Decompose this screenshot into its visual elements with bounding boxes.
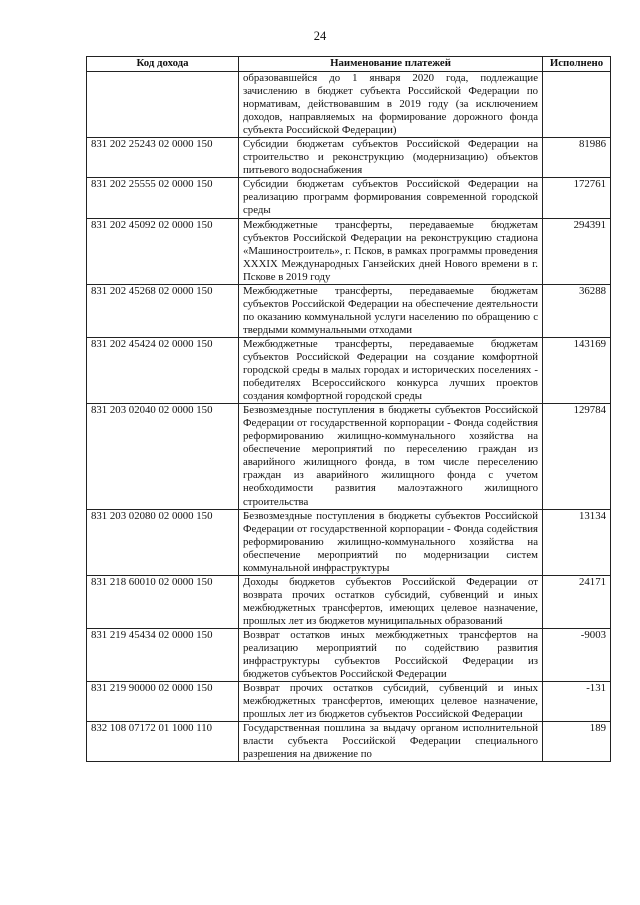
income-code-cell: 831 218 60010 02 0000 150 xyxy=(87,575,239,628)
payment-name-cell: Доходы бюджетов субъектов Российской Федерации от возврата прочих остатков субсидий, субвенций и иных межбюджетных трансфертов, имеющих целевое назначение, прошлых лет из бюджетов муниципальных образований xyxy=(239,575,543,628)
amount-cell: -9003 xyxy=(543,628,611,681)
table-row xyxy=(87,722,611,762)
table-row xyxy=(87,337,611,403)
amount-cell: 13134 xyxy=(543,509,611,575)
amount-cell xyxy=(543,72,611,138)
table-row xyxy=(87,178,611,218)
table-row xyxy=(87,509,611,575)
income-code-cell: 831 202 25555 02 0000 150 xyxy=(87,178,239,218)
table-header-row xyxy=(87,57,611,72)
payment-name-cell: Субсидии бюджетам субъектов Российской Федерации на строительство и реконструкцию (модернизацию) объектов питьевого водоснабжения xyxy=(239,138,543,178)
table-row xyxy=(87,682,611,722)
payment-name-cell: образовавшейся до 1 января 2020 года, подлежащие зачислению в бюджет субъекта Российской Федерации по нормативам, действовавшим в 2019 году (за исключением доходов, направляемых на формирование дорожного фонда субъекта Российской Федерации) xyxy=(239,72,543,138)
payment-name-cell: Субсидии бюджетам субъектов Российской Федерации на реализацию программ формирования современной городской среды xyxy=(239,178,543,218)
amount-cell: 24171 xyxy=(543,575,611,628)
table-row xyxy=(87,72,611,138)
income-code-cell: 831 219 90000 02 0000 150 xyxy=(87,682,239,722)
column-header-amount: Исполнено xyxy=(543,57,611,72)
revenue-table xyxy=(86,56,611,762)
payment-name-cell: Безвозмездные поступления в бюджеты субъектов Российской Федерации от государственной корпорации - Фонда содействия реформированию жилищно-коммунального хозяйства на обеспечение мероприятий по модернизации систем коммунальной инфраструктуры xyxy=(239,509,543,575)
income-code-cell xyxy=(87,72,239,138)
table-row xyxy=(87,284,611,337)
table-row xyxy=(87,218,611,284)
column-header-code: Код дохода xyxy=(87,57,239,72)
amount-cell: 294391 xyxy=(543,218,611,284)
page-number: 24 xyxy=(313,29,327,43)
table-row xyxy=(87,138,611,178)
column-header-name: Наименование платежей xyxy=(239,57,543,72)
income-code-cell: 831 203 02040 02 0000 150 xyxy=(87,404,239,509)
payment-name-cell: Межбюджетные трансферты, передаваемые бюджетам субъектов Российской Федерации на обеспечение деятельности по оказанию коммунальной услуги населению по обращению с твердыми коммунальными отходами xyxy=(239,284,543,337)
income-code-cell: 831 202 25243 02 0000 150 xyxy=(87,138,239,178)
amount-cell: 36288 xyxy=(543,284,611,337)
amount-cell: -131 xyxy=(543,682,611,722)
amount-cell: 189 xyxy=(543,722,611,762)
income-code-cell: 832 108 07172 01 1000 110 xyxy=(87,722,239,762)
amount-cell: 129784 xyxy=(543,404,611,509)
amount-cell: 81986 xyxy=(543,138,611,178)
payment-name-cell: Безвозмездные поступления в бюджеты субъектов Российской Федерации от государственной корпорации - Фонда содействия реформированию жилищно-коммунального хозяйства на обеспечение мероприятий по переселению граждан из аварийного жилищного фонда, в том числе переселению граждан из аварийного жилищного фонда с учетом необходимости развития малоэтажного жилищного строительства xyxy=(239,404,543,509)
payment-name-cell: Межбюджетные трансферты, передаваемые бюджетам субъектов Российской Федерации на реконструкцию стадиона «Машиностроитель», г. Псков, в рамках программы проведения XXXIX Международных Ганзейских дней Нового времени в г. Пскове в 2019 году xyxy=(239,218,543,284)
income-code-cell: 831 202 45268 02 0000 150 xyxy=(87,284,239,337)
payment-name-cell: Возврат прочих остатков субсидий, субвенций и иных межбюджетных трансфертов, имеющих целевое назначение, прошлых лет из бюджетов субъектов Российской Федерации xyxy=(239,682,543,722)
income-code-cell: 831 202 45424 02 0000 150 xyxy=(87,337,239,403)
table-row xyxy=(87,404,611,509)
income-code-cell: 831 202 45092 02 0000 150 xyxy=(87,218,239,284)
payment-name-cell: Межбюджетные трансферты, передаваемые бюджетам субъектов Российской Федерации на создание комфортной городской среды в малых городах и исторических поселениях - победителях Всероссийского конкурса лучших проектов создания комфортной городской среды xyxy=(239,337,543,403)
payment-name-cell: Государственная пошлина за выдачу органом исполнительной власти субъекта Российской Федерации специального разрешения на движение по xyxy=(239,722,543,762)
table-row xyxy=(87,575,611,628)
amount-cell: 143169 xyxy=(543,337,611,403)
table-row xyxy=(87,628,611,681)
income-code-cell: 831 219 45434 02 0000 150 xyxy=(87,628,239,681)
payment-name-cell: Возврат остатков иных межбюджетных трансфертов на реализацию мероприятий по содействию развития инфраструктуры субъектов Российской Федерации из бюджетов субъектов Российской Федерации xyxy=(239,628,543,681)
amount-cell: 172761 xyxy=(543,178,611,218)
income-code-cell: 831 203 02080 02 0000 150 xyxy=(87,509,239,575)
